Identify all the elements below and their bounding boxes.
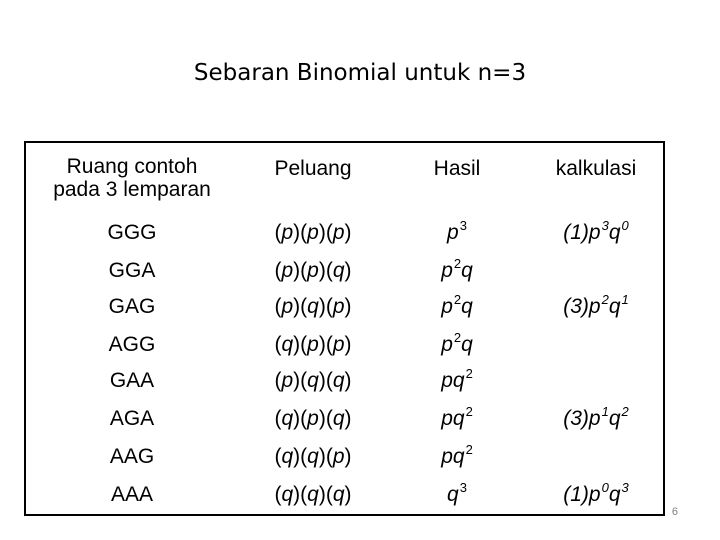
cell-ruang-contoh: GGG: [107, 221, 157, 244]
cell-kalkulasi: $(3)p^2q^1$: [563, 292, 629, 318]
cell-kalkulasi: $(1)p^3q^0$: [563, 218, 629, 244]
cell-peluang: (p)(p)(q): [274, 259, 352, 282]
cell-ruang-contoh: AAA: [110, 483, 154, 506]
cell-peluang: (p)(p)(p): [274, 221, 352, 244]
header-ruang-line1: Ruang contoh: [66, 155, 198, 178]
cell-hasil: $q^3$: [447, 480, 467, 506]
slide-title: Sebaran Binomial untuk n=3: [193, 60, 527, 86]
cell-kalkulasi: $(3)p^1q^2$: [563, 404, 629, 430]
cell-hasil: $pq^2$: [441, 404, 473, 430]
cell-ruang-contoh: AGG: [108, 333, 156, 356]
cell-hasil: $p^2q$: [441, 256, 473, 282]
cell-ruang-contoh: AGA: [109, 407, 155, 430]
cell-ruang-contoh: GAA: [109, 369, 155, 392]
header-kalkulasi: kalkulasi: [555, 157, 637, 180]
cell-peluang: (q)(q)(p): [274, 445, 352, 468]
cell-peluang: (q)(p)(p): [274, 333, 352, 356]
cell-ruang-contoh: AAG: [109, 445, 155, 468]
cell-hasil: $p^2q$: [441, 330, 473, 356]
cell-peluang: (p)(q)(p): [274, 295, 352, 318]
cell-kalkulasi: $(1)p^0q^3$: [563, 480, 629, 506]
cell-ruang-contoh: GGA: [108, 259, 156, 282]
cell-hasil: $p^2q$: [441, 292, 473, 318]
cell-hasil: $pq^2$: [441, 366, 473, 392]
header-ruang-line2: pada 3 lemparan: [53, 178, 211, 201]
cell-peluang: (q)(p)(q): [274, 407, 352, 430]
header-hasil: Hasil: [433, 157, 481, 180]
cell-ruang-contoh: GAG: [108, 295, 156, 318]
cell-peluang: (p)(q)(q): [274, 369, 352, 392]
header-peluang: Peluang: [274, 157, 352, 180]
header-ruang-contoh: [53, 155, 211, 201]
cell-hasil: $p^3$: [447, 218, 467, 244]
cell-hasil: $pq^2$: [441, 442, 473, 468]
page-number: 6: [671, 506, 678, 518]
cell-peluang: (q)(q)(q): [274, 483, 352, 506]
